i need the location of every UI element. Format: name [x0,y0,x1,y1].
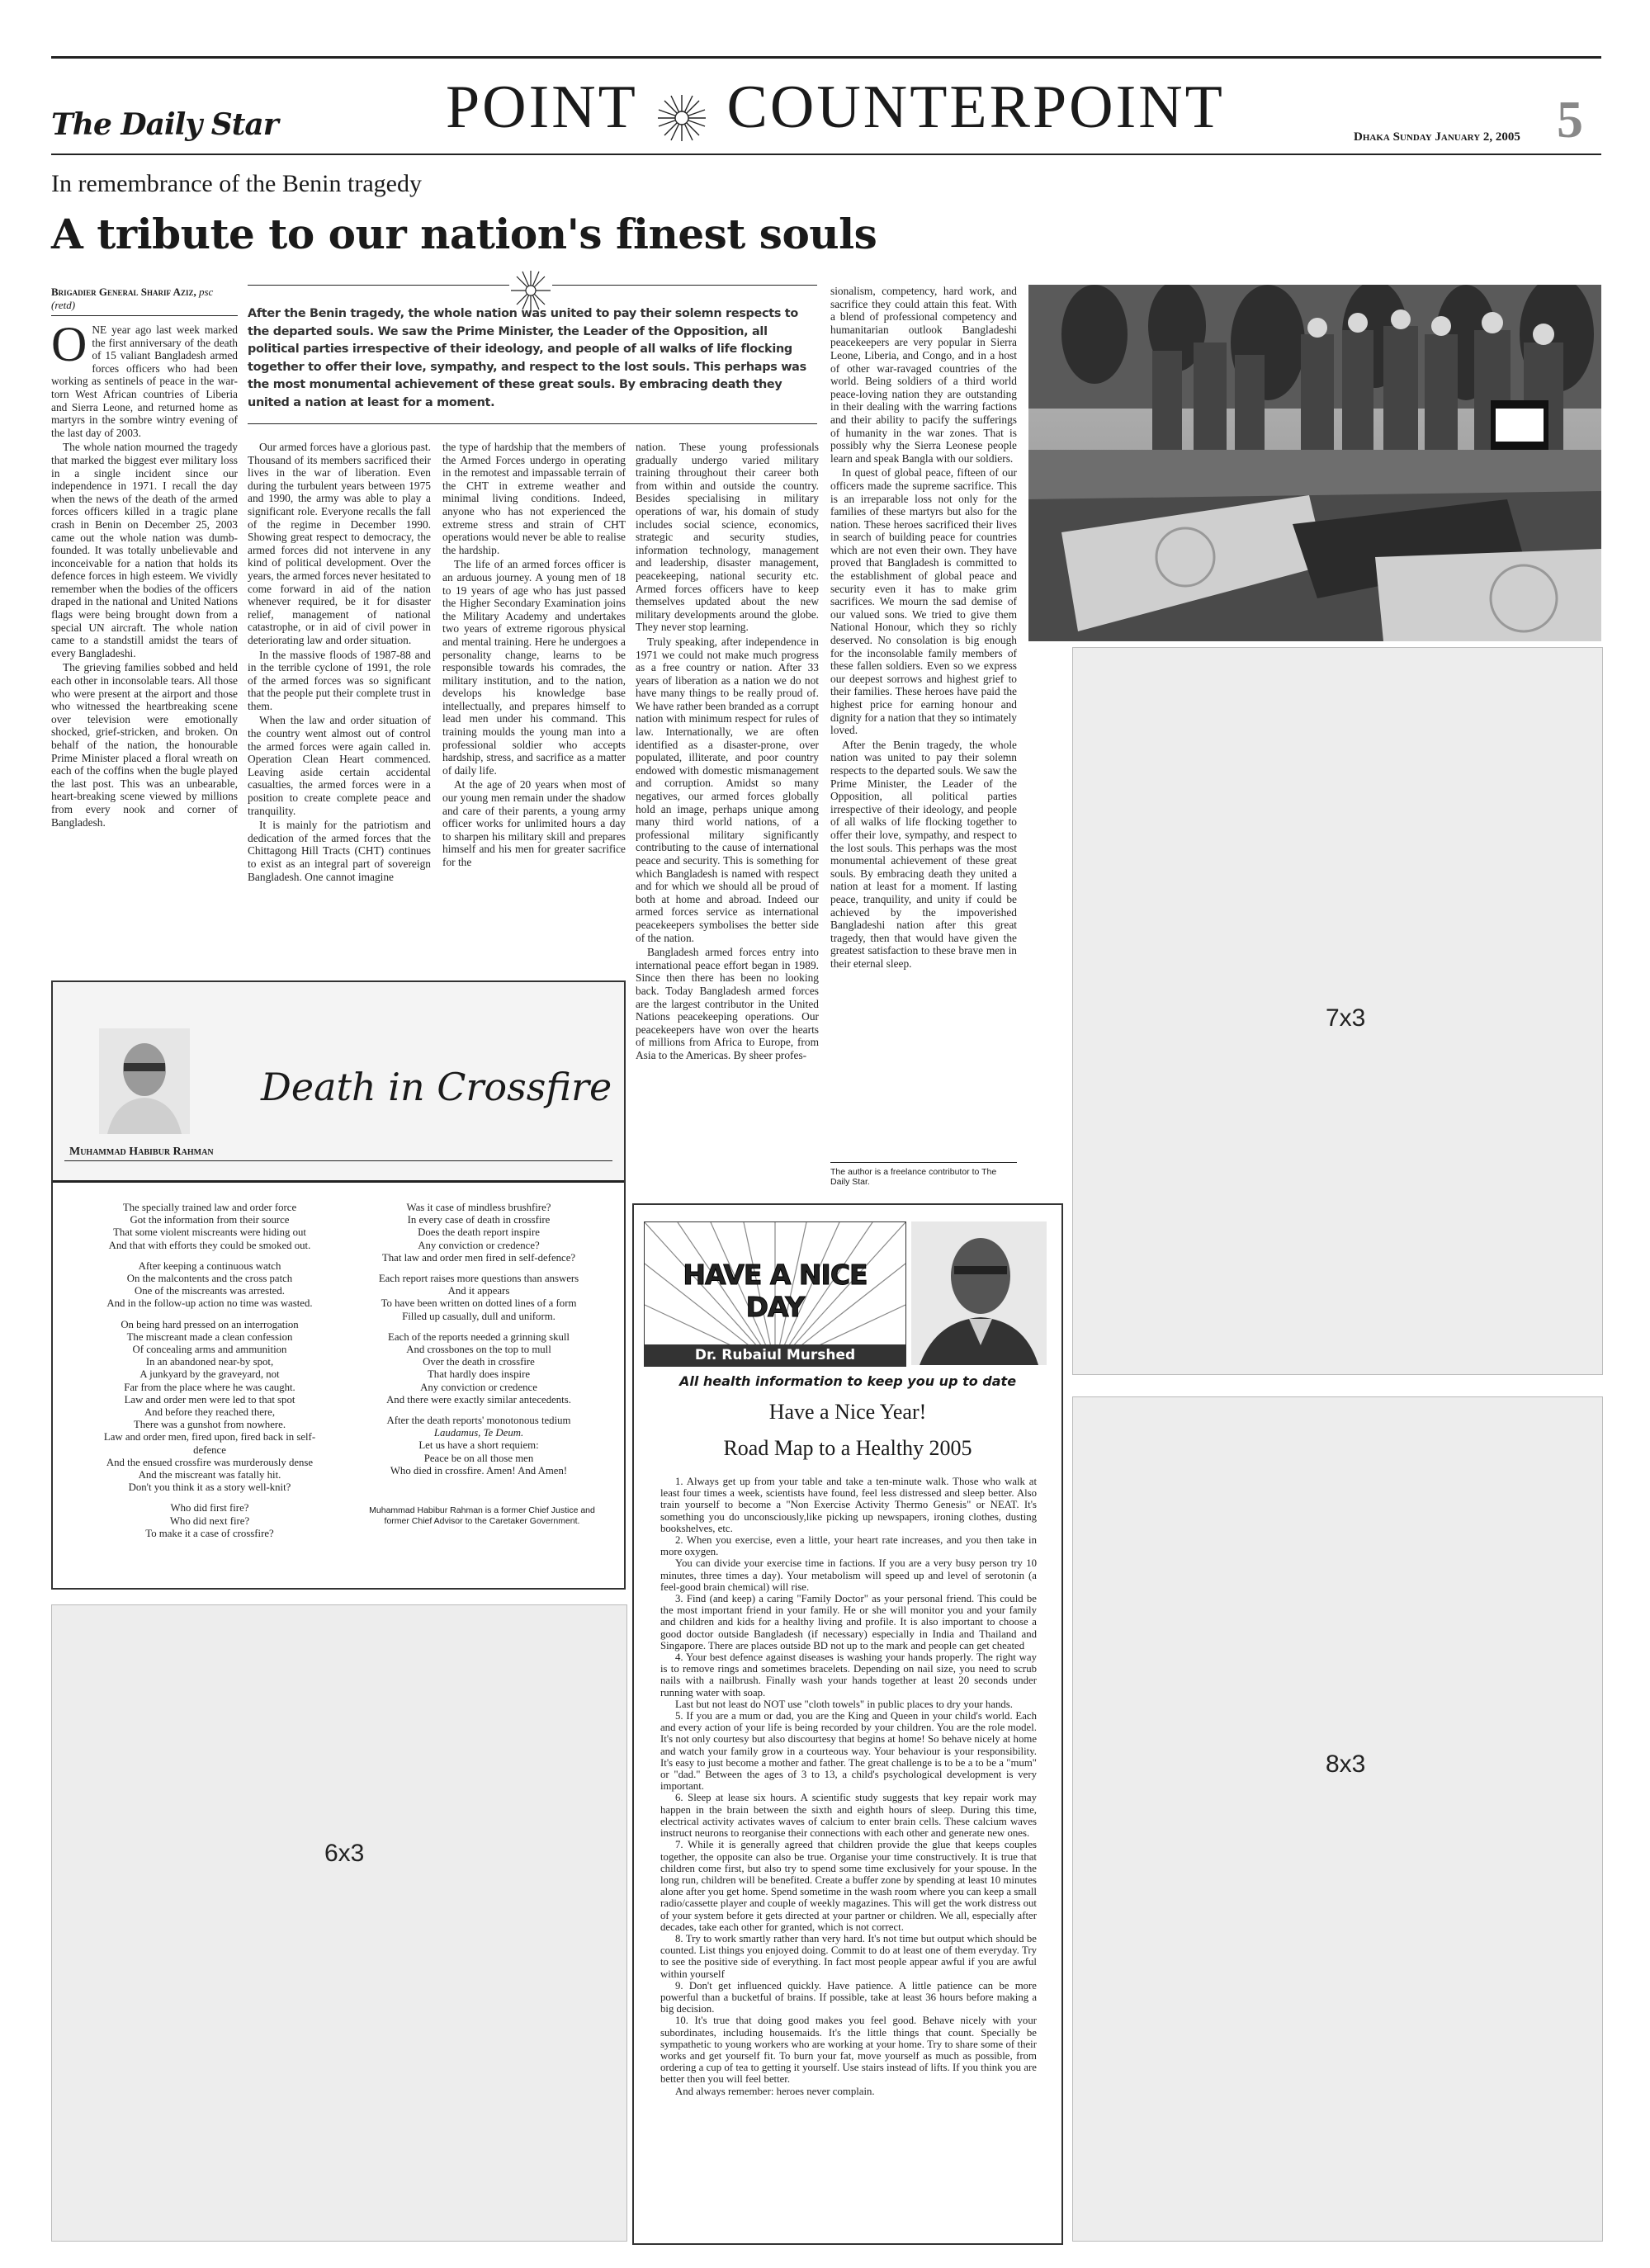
section-title-counterpoint: COUNTERPOINT [726,73,1225,141]
poem-line [69,1494,350,1502]
health-tip: 4. Your best defence against diseases is washing your hands properly. The right way is to remove rings and sometimes bracelets. Depending on nail size, you need to scrub nails with a nailbrush. Finally wash your hands together at least 20 seconds under running water with soap. [660,1651,1037,1699]
poem-line: A junkyard by the graveyard, not [139,1368,280,1381]
poem-line: And that with efforts they could be smoked out. [108,1239,311,1251]
article-headline: A tribute to our nation's finest souls [51,210,877,258]
poem-line: And the ensued crossfire was murderously dense [106,1456,314,1468]
article-paragraph: The life of an armed forces officer is an arduous journey. A young men of 18 to 19 years of age who has just passed the Higher Secondary Examination joins the Military Academy and undertakes two years of extreme rigorous physical and mental training. Here he undergoes a personality change, learns to be responsible towards his comrades, the military institution, and to the nation, develops his knowledge base intellectually, and prepares himself to lead men under his command. This training moulds the young man into a professional soldier who accepts hardship, stress, and sacrifice as a matter of daily life. [442,558,626,777]
byline-rule [51,315,238,316]
poem-line: To make it a case of crossfire? [145,1527,274,1539]
health-tips [660,1476,1037,2097]
poem-line: In an abandoned near-by spot, [145,1356,274,1368]
poem-line: Over the death in crossfire [423,1356,535,1368]
health-tip: 8. Try to work smartly rather than very hard. It's not time but output which should be counted. List things you enjoyed doing. Commit to do at least one of them everyday. Try to see the positive side of everything. In fact most people appear awful if you are awful within yourself [660,1932,1037,1980]
poem-line: And before they reached there, [144,1406,276,1419]
poem-line: Of concealing arms and ammunition [132,1344,287,1356]
poem-divider [53,1180,624,1183]
poem-line [347,1264,611,1273]
article-column-4 [636,441,819,1064]
author-portrait [99,1028,190,1134]
poem-line: That law and order men fired in self-defence? [381,1251,576,1264]
poem-stanzas-left [69,1202,350,1540]
poem-line [69,1252,350,1260]
health-tip: 7. While it is generally agreed that children provide the glue that keeps couples together, the opposite can also be true. Organise your time constructively. It is true that children come first, but also try to spend some time exclusively for your spouse. In the long run, children will be benefited. Create a buffer zone by spending at least 10 minutes alone after you get home. Spend sometime in the wash room where you can keep a small radio/cassette player and couple of weekly magazines. This will get the work distress out of your system before it gets directed at your partner or children. We all, especially after decades, take each other for granted, which is not correct. [660,1839,1037,1933]
health-tip: 9. Don't get influenced quickly. Have patience. A little patience can be more powerful than a bucketful of brains. If possible, take at least 36 hours before making a big decision. [660,1979,1037,2015]
poem-line [69,1311,350,1319]
article-paragraph: Our armed forces have a glorious past. Thousand of its members sacrificed their lives in the war of liberation. Even during the turbulent years between 1975 and 1990, the army was able to play a significant role. Everyone recalls the fall of the regime in December 1990. Showing great respect to democracy, the armed forces did not intervene in any kind of political development. Over the years, the armed forces never hesitated to come forward in aid of the nation whenever required, be it for disaster relief, management of national catastrophe, or in aid of civil power in deteriorating law and order situation. [248,441,431,646]
poem-line: That some violent miscreants were hiding out [113,1226,306,1239]
poem-line: Law and order men, fired upon, fired back in self- [103,1431,316,1443]
article-column-3 [442,441,626,871]
byline-name: Brigadier General Sharif Aziz, [51,286,196,298]
poem-author-rule [64,1160,612,1161]
section-title-point: POINT [446,73,637,141]
poem-line: Each of the reports needed a grinning skull [388,1330,570,1343]
newspaper-logo: The Daily Star [51,107,278,142]
top-rule [51,56,1601,59]
poem-line: And in the follow-up action no time was wasted. [106,1297,313,1310]
poem-line: And crossbones on the top to mull [406,1344,551,1356]
health-tip: Last but not least do NOT use "cloth towels" in public places to dry your hands. [675,1698,1013,1710]
poem-line: After the death reports' monotonous tedium [386,1415,571,1427]
article-paragraph: At the age of 20 years when most of our young men remain under the shadow and care of their parents, a young army officer works for unlimited hours a day to sharpen his military skill and prepares himself and his men for greater sacrifice for the [442,778,626,868]
poem-author: Muhammad Habibur Rahman [69,1146,214,1158]
health-tip: 10. It's true that doing good makes you feel good. Behave nicely with your subordinates, including housemaids. It's the little things that count. Specially be sympathetic to young workers who are working at your home. Try to share some of their works and get yourself fit. To burn your fat, move yourself as much as possible, from ordering a cup of tea to getting it yourself. Use stairs instead of lifts. If you think you are better then you will feel better. [660,2015,1037,2086]
health-tip: 5. If you are a mum or dad, you are the King and Queen in your child's world. Each and every action of your life is being recorded by your children. You are the role model. It's not only courtesy but also discourtesy that begins at home! So behave nicely at home and watch your family grow in a courteous way. Your behaviour is your responsibility. It's easy to just become a mother and father. The great challenge is to be a to be a "mum" or "dad." Between the ages of 3 to 13, a child's psychological development is very important. [660,1710,1037,1793]
article-paragraph: After the Benin tragedy, the whole nation was united to pay their solemn respects to the departed souls. We saw the Prime Minister, the Leader of the Opposition, all political parties irrespective of their ideology, and people of all walks of life flocking together to offer their love, sympathy, and respect to the lost souls. This perhaps was the most monumental achievement of these great souls. By embracing death they united a nation at least for a moment. If lasting peace, tranquility, and unity if could be achieved by the impoverished Bangladeshi nation after this great tragedy, then that would have given the greatest satisfaction to these brave men in their eternal sleep. [830,738,1017,970]
doctor-portrait [911,1221,1047,1365]
poem-line: Peace be on all those men [423,1452,534,1464]
author-note-rule [830,1162,1017,1163]
poem-line: On being hard pressed on an interrogation [121,1318,299,1330]
health-title-2: Road Map to a Healthy 2005 [723,1436,972,1460]
poem-box [51,980,626,1590]
byline-suffix: psc (retd) [51,286,214,311]
poem-line: Far from the place where he was caught. [124,1381,295,1393]
health-title-1: Have a Nice Year! [768,1400,927,1424]
health-tip: You can divide your exercise time in factions. If you are a very busy person try 10 minutes, three times a day). Your metabolism will speed up and level of serotonin (a feel-good brain chemical) will rise. [660,1557,1037,1593]
ad-slot-label: 8x3 [1326,1751,1366,1778]
poem-line: And there were exactly similar antecedents. [386,1393,571,1406]
poem-line: Each report raises more questions than answers [378,1273,579,1285]
dropcap: O [51,317,87,371]
dateline: Dhaka Sunday January 2, 2005 [1354,130,1520,144]
health-tip: 6. Sleep at lease six hours. A scientific study suggests that key repair work may happen in the brain between the sixth and eighth hours of sleep. During this time, electrical activity activates waves of calcium to enter brain cells. These calcium waves instruct neurons to reorganise their connections with each other and generate new ones. [660,1792,1037,1840]
article-paragraph: nation. These young professionals gradually undergo varied military training throughout their career both from within and outside the country. Besides specialising in military operations of war, his domain of study includes social science, economics, strategic and security studies, information technology, management and leadership, disaster management, peacekeeping, national security etc. Armed forces officers have to keep themselves updated about the new military developments around the globe. They never stop learning. [636,441,819,634]
poem-line: Don't you think it as a story well-knit? [128,1481,291,1494]
poem-line: Who did next fire? [169,1514,250,1527]
ad-slot-6x3 [51,1604,627,2242]
poem-line: Got the information from their source [130,1214,290,1226]
poem-line: One of the miscreants was arrested. [135,1285,285,1297]
pullquote: After the Benin tragedy, the whole nation was united to pay their solemn respects to the departed souls. We saw the Prime Minister, the Leader of the Opposition, all political parties irrespective of their ideology, and people of all walks of life flocking together to offer their love, sympathy, and respect to the lost souls. This perhaps was the most monumental achievement of these great souls. By embracing death they united a nation at least for a moment. [248,307,806,409]
article-paragraph: It is mainly for the patriotism and dedication of the armed forces that the Chittagong Hill Tracts (CHT) continues to exist as an integral part of sovereign Bangladesh. One cannot imagine [248,819,431,883]
section-title [446,73,1225,139]
poem-line: On the malcontents and the cross patch [126,1273,293,1285]
poem-line: Who did first fire? [170,1502,249,1514]
doctor-name: Dr. Rubaiul Murshed [645,1344,905,1366]
article-paragraph: Truly speaking, after independence in 1971 we could not make much progress as a free country or nation. After 33 years of liberation as a nation we do not have many things to be really proud of. We have rather been branded as a corrupt nation with minimum respect for rules of law. Internationally, we are often identified as a disaster-prone, over populated, illiterate, and poor country endowed with domestic mismanagement and corruption. Amidst so many negatives, our armed forces globally hold an image, perhaps unique among many third world nations, of a professional military significantly contributing to the cause of international peace and security. This is something for which Bangladesh is named with respect and for which we should all be proud of both at home and abroad. Indeed our armed forces service as international peacekeepers symbolises the better side of the nation. [636,635,819,944]
poem-line: Law and order men were led to that spot [124,1393,295,1406]
ad-slot-7x3 [1072,647,1603,1375]
poem-line: Laudamus, Te Deum. [433,1427,524,1439]
poem-line [347,1406,611,1415]
ad-slot-label: 6x3 [324,1840,365,1867]
funeral-photo [1028,285,1601,641]
poem-title: Death in Crossfire [261,1065,612,1109]
page-number: 5 [1557,90,1583,149]
article-paragraph: sionalism, competency, hard work, and sacrifice they could attain this feat. With a blend of professional competency and humanitarian outlook Bangladeshi peacekeepers are very popular in Sierra Leone, Liberia, and Congo, and in a host of other war-ravaged countries of the world. Being soldiers of a third world peace-loving nation they are outstanding in their dealing with the warring factions and their ability to pacify the sufferings of humanity in the war zones. That is possibly why the Sierra Leonese people learn and speak Bangla with our soldiers. [830,285,1017,465]
sunburst-icon [655,88,709,138]
article-paragraph: In quest of global peace, fifteen of our officers made the supreme sacrifice. This is an irreparable loss not only for the families of these martyrs but also for the nation. These heroes sacrificed their lives in search of building peace for countries which are not even their own. They have proved that Bangladesh is committed to the establishment of global peace and security even it has to make grim sacrifices. We mourn the sad demise of our valued sons. We tried to give them National Honour, which they so richly deserved. No consolation is big enough for the inconsolable family members of these fallen soldiers. Even so we express our deepest sorrows and highest grief to their families. These heroes have paid the highest price for earning honour and dignity for a nation that they so intimately loved. [830,466,1017,737]
article-paragraph: The whole nation mourned the tragedy that marked the biggest ever military loss in a single incident since our independence in 1971. I recall the day when the news of the death of the armed forces officers killed in a tragic plane crash in Benin on December 25, 2003 came out the whole nation was dumb-founded. It was totally unbelievable and inconceivable for a nation that holds its defence forces in high esteem. We vividly remember when the bodies of the officers draped in the national and United Nations flags were being brought down from a special UN aircraft. The whole nation came to a standstill amidst the tears of every Bangladeshi. [51,441,238,659]
ad-slot-8x3 [1072,1396,1603,2242]
poem-line: And it appears [447,1285,510,1297]
health-tip: 3. Find (and keep) a caring "Family Doctor" as your personal friend. This could be the most important friend in your family. He or she will monitor you and your family and children and kids for a healthy living and profile. It is also important to choose a good doctor outside Bangladesh (if necessary) especially in India and Thailand and Singapore. There are places outside BD not up to the mark and people can get cheated [660,1593,1037,1651]
banner-title: HAVE A NICE DAY [683,1259,868,1323]
poem-line: Filled up casually, dull and uniform. [402,1310,556,1322]
poem-line: defence [193,1443,226,1456]
poem-line [347,1323,611,1331]
article-paragraph: In the massive floods of 1987-88 and in the terrible cyclone of 1991, the role of the armed forces was so significant that the people put their complete trust in them. [248,648,431,712]
pullquote-bottom-rule [248,423,817,424]
article-column-5 [830,285,1017,971]
poem-stanzas-right [347,1202,611,1477]
health-tip: 1. Always get up from your table and take a ten-minute walk. Those who walk at least four times a week, scientists have found, feel less distressed and sleep better. Also train yourself to become a "Non Exercise Activity Thermo Genesis" or NEAT. It's something you do unconsciously,like picking up newspapers, ironing clothes, dusting bookshelves, etc. [660,1476,1037,1534]
poem-line: Was it case of mindless brushfire? [406,1202,551,1213]
poem-line: Any conviction or credence [420,1381,537,1393]
poem-line: There was a gunshot from nowhere. [133,1419,286,1431]
poem-line: Does the death report inspire [418,1226,540,1239]
masthead-rule [51,154,1601,155]
poem-line: To have been written on dotted lines of a form [381,1297,577,1310]
health-tagline: All health information to keep you up to date [678,1373,1017,1389]
poem-line: The specially trained law and order force [122,1202,297,1213]
ad-slot-label: 7x3 [1326,1004,1366,1032]
article-kicker: In remembrance of the Benin tragedy [51,170,422,197]
health-box [632,1203,1063,2245]
author-note: The author is a freelance contributor to The Daily Star. [830,1167,997,1187]
poem-line: The miscreant made a clean confession [126,1330,293,1343]
article-column-1 [51,317,238,830]
poem-line: Let us have a short requiem: [418,1439,539,1452]
poem-line: In every case of death in crossfire [407,1214,551,1226]
article-paragraph: the type of hardship that the members of the Armed Forces undergo in operating in the remotest and impassable terrain of the CHT in extreme weather and minimal living conditions. Indeed, anyone who has not experienced the extreme stress and strain of CHT operations would never be able to realise the hardship. [442,441,626,556]
article-paragraph: When the law and order situation of the country went almost out of control the armed forces were again called in. Operation Clean Heart commenced. Leaving aside certain accidental casualties, the armed forces were in a position to create complete peace and tranquility. [248,714,431,817]
poem-note: Muhammad Habibur Rahman is a former Chief Justice and former Chief Advisor to the Caretaker Government. [369,1505,595,1526]
article-column-2 [248,441,431,885]
poem-line: Who died in crossfire. Amen! And Amen! [390,1464,568,1477]
have-a-nice-day-banner [644,1221,906,1367]
health-tip: 2. When you exercise, even a little, your heart rate increases, and you then take in more oxygen. [660,1534,1037,1558]
poem-line: That hardly does inspire [427,1368,531,1381]
article-paragraph: Bangladesh armed forces entry into international peace effort began in 1989. Since then there has been no looking back. Today Bangladesh armed forces are the largest contributor in the United Nations peacekeeping operations. Our peacekeepers have won over the hearts of millions from Africa to Europe, from Asia to the Americas. By sheer profes- [636,946,819,1061]
poem-line: Any conviction or credence? [418,1239,540,1251]
article-paragraph: NE year ago last week marked the first anniversary of the death of 15 valiant Bangladesh armed forces officers who had been working as sentinels of peace in the war-torn West African countries of Liberia and Sierra Leone, and returned home as martyrs in the sombre wintry evening of the last day of 2003. [51,324,238,439]
health-tip: And always remember: heroes never complain. [675,2085,875,2097]
article-paragraph: The grieving families sobbed and held each other in inconsolable tears. All those who were present at the airport and those who witnessed the heartbreaking scene over television were emotionally shocked, grief-stricken, and broken. On behalf of the nation, the honourable Prime Minister placed a floral wreath on each of the coffins when the bugle played the last post. This was an unbearable, heart-breaking scene viewed by millions from every nook and corner of Bangladesh. [51,661,238,829]
byline [51,286,238,312]
poem-line: After keeping a continuous watch [138,1259,281,1272]
poem-line: And the miscreant was fatally hit. [138,1469,281,1481]
